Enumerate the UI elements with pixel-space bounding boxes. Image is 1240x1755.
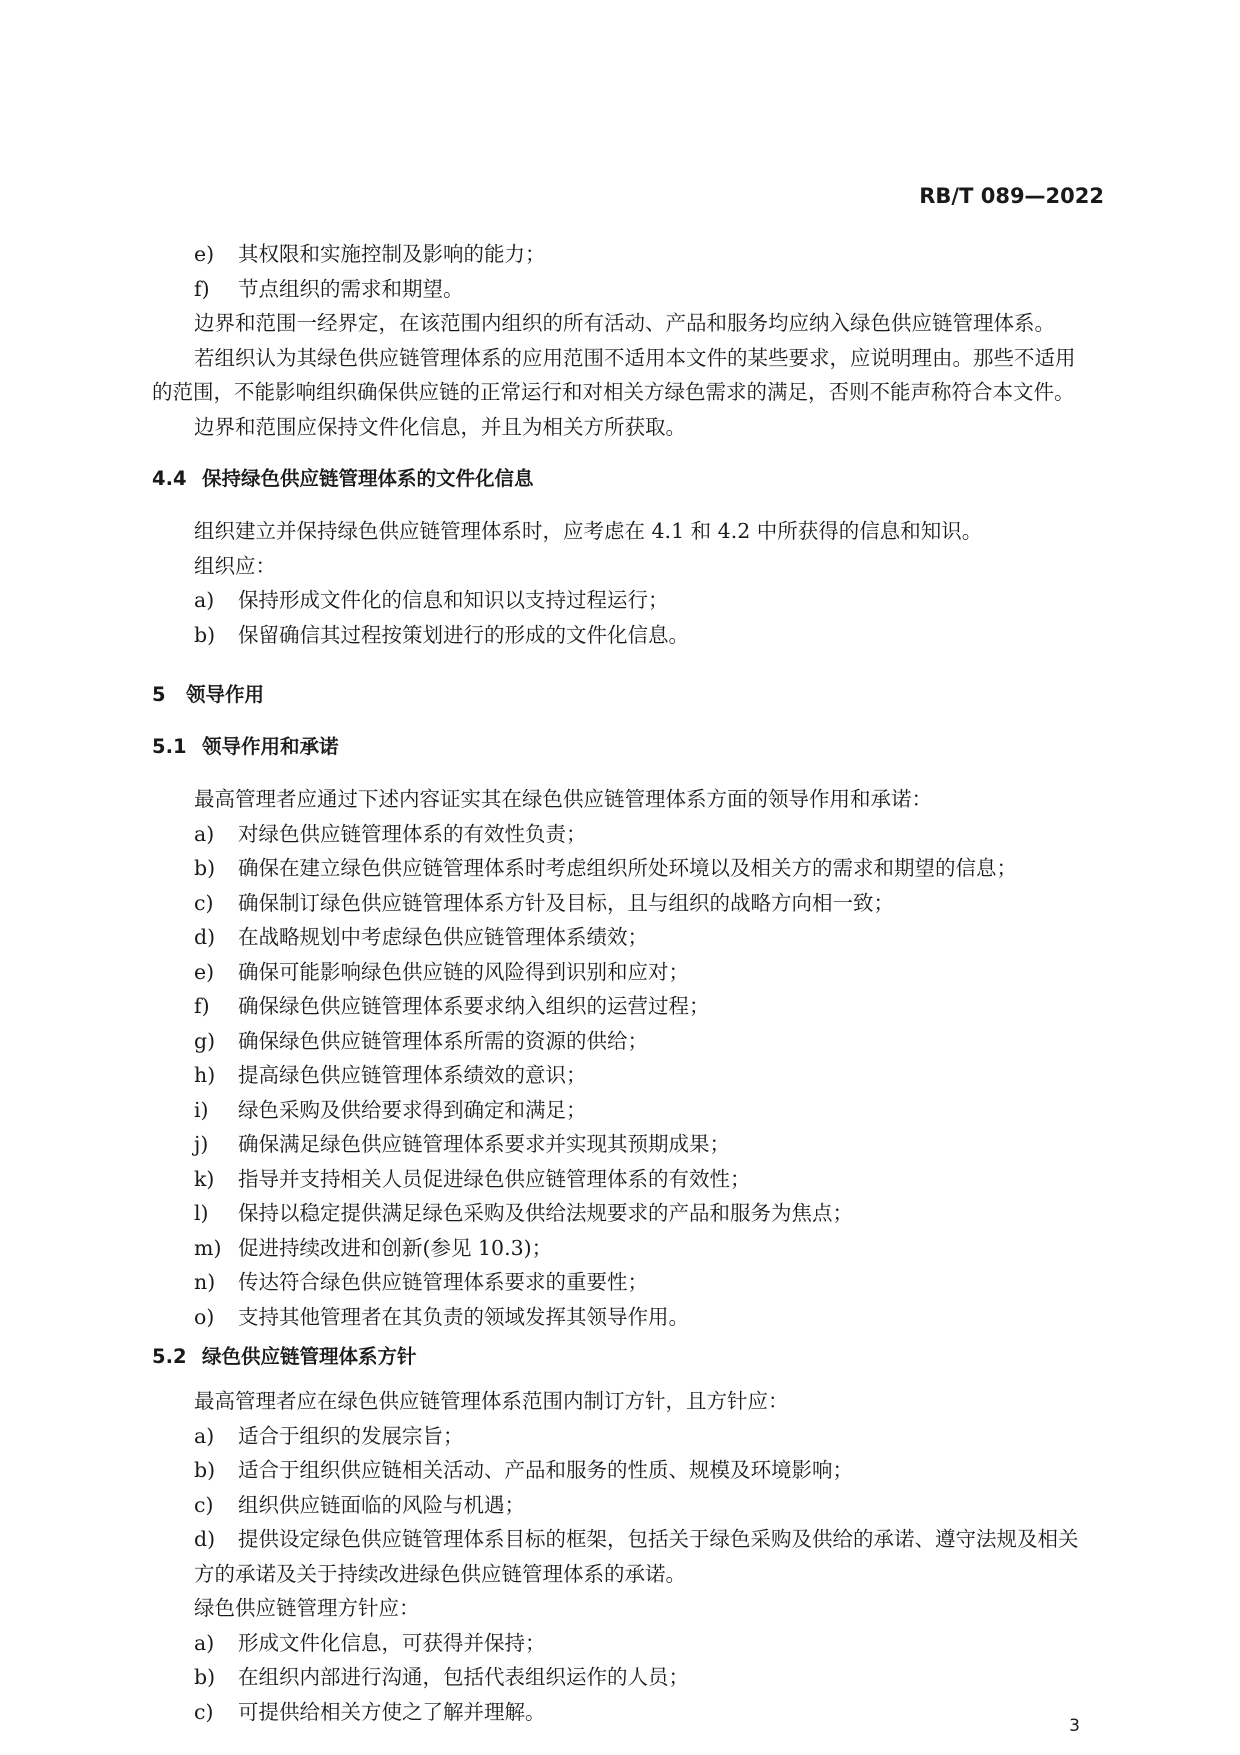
list-item: b) 保留确信其过程按策划进行的形成的文件化信息。	[194, 622, 689, 647]
list-item: c) 确保制订绿色供应链管理体系方针及目标，且与组织的战略方向相一致；	[194, 890, 894, 915]
list-item: e) 确保可能影响绿色供应链的风险得到识别和应对；	[194, 959, 689, 984]
list-item: g) 确保绿色供应链管理体系所需的资源的供给；	[194, 1028, 648, 1053]
list-item: b) 适合于组织供应链相关活动、产品和服务的性质、规模及环境影响；	[194, 1458, 853, 1482]
list-item: a) 形成文件化信息，可获得并保持；	[194, 1630, 546, 1655]
page-content	[152, 237, 1102, 1729]
paragraph-continuation: 的范围，不能影响组织确保供应链的正常运行和对相关方绿色需求的满足，否则不能声称符合本文件。	[152, 380, 1075, 404]
list-item: a) 保持形成文件化的信息和知识以支持过程运行；	[194, 588, 669, 612]
list-item: n) 传达符合绿色供应链管理体系要求的重要性；	[194, 1270, 648, 1294]
list-item: f) 确保绿色供应链管理体系要求纳入组织的运营过程；	[194, 994, 710, 1018]
paragraph: 组织应：	[194, 553, 276, 578]
list-item: b) 确保在建立绿色供应链管理体系时考虑组织所处环境以及相关方的需求和期望的信息；	[194, 856, 1017, 880]
list-item: m) 促进持续改进和创新(参见 10.3)；	[194, 1235, 553, 1260]
section-heading-4-4: 4.4 保持绿色供应链管理体系的文件化信息	[152, 467, 534, 490]
section-heading-5: 5 领导作用	[152, 683, 265, 706]
paragraph: 若组织认为其绿色供应链管理体系的应用范围不适用本文件的某些要求，应说明理由。那些不适用	[194, 345, 1076, 370]
list-item: o) 支持其他管理者在其负责的领域发挥其领导作用。	[194, 1304, 689, 1329]
section-heading-5-1: 5.1 领导作用和承诺	[152, 735, 339, 758]
list-item: d) 提供设定绿色供应链管理体系目标的框架，包括关于绿色采购及供给的承诺、遵守法规及相关	[194, 1527, 1079, 1551]
list-item: b) 在组织内部进行沟通，包括代表组织运作的人员；	[194, 1665, 689, 1689]
list-item: l) 保持以稳定提供满足绿色采购及供给法规要求的产品和服务为焦点；	[194, 1201, 853, 1225]
list-item-continuation: 方的承诺及关于持续改进绿色供应链管理体系的承诺。	[194, 1561, 686, 1586]
list-item: e) 其权限和实施控制及影响的能力；	[194, 242, 546, 266]
paragraph: 组织建立并保持绿色供应链管理体系时，应考虑在 4.1 和 4.2 中所获得的信息和知识。	[194, 519, 983, 543]
paragraph: 边界和范围应保持文件化信息，并且为相关方所获取。	[194, 414, 686, 439]
list-item: i) 绿色采购及供给要求得到确定和满足；	[194, 1097, 587, 1122]
list-item: a) 适合于组织的发展宗旨；	[194, 1423, 464, 1448]
page-number: 3	[1069, 1716, 1080, 1736]
list-item: h) 提高绿色供应链管理体系绩效的意识；	[194, 1063, 587, 1087]
list-item: c) 可提供给相关方使之了解并理解。	[194, 1699, 546, 1724]
leadership-list	[152, 817, 1102, 1335]
paragraph: 边界和范围一经界定，在该范围内组织的所有活动、产品和服务均应纳入绿色供应链管理体系。	[194, 311, 1055, 335]
list-item: f) 节点组织的需求和期望。	[194, 276, 464, 301]
list-item: j) 确保满足绿色供应链管理体系要求并实现其预期成果；	[194, 1132, 730, 1156]
list-item: k) 指导并支持相关人员促进绿色供应链管理体系的有效性；	[194, 1166, 751, 1191]
section-heading-5-2: 5.2 绿色供应链管理体系方针	[152, 1345, 417, 1368]
list-item: a) 对绿色供应链管理体系的有效性负责；	[194, 821, 587, 846]
paragraph: 绿色供应链管理方针应：	[194, 1596, 420, 1620]
paragraph: 最高管理者应通过下述内容证实其在绿色供应链管理体系方面的领导作用和承诺：	[194, 787, 932, 811]
paragraph: 最高管理者应在绿色供应链管理体系范围内制订方针，且方针应：	[194, 1389, 789, 1413]
list-item: d) 在战略规划中考虑绿色供应链管理体系绩效；	[194, 925, 648, 949]
list-item: c) 组织供应链面临的风险与机遇；	[194, 1492, 525, 1517]
document-code: RB/T 089—2022	[919, 184, 1104, 208]
